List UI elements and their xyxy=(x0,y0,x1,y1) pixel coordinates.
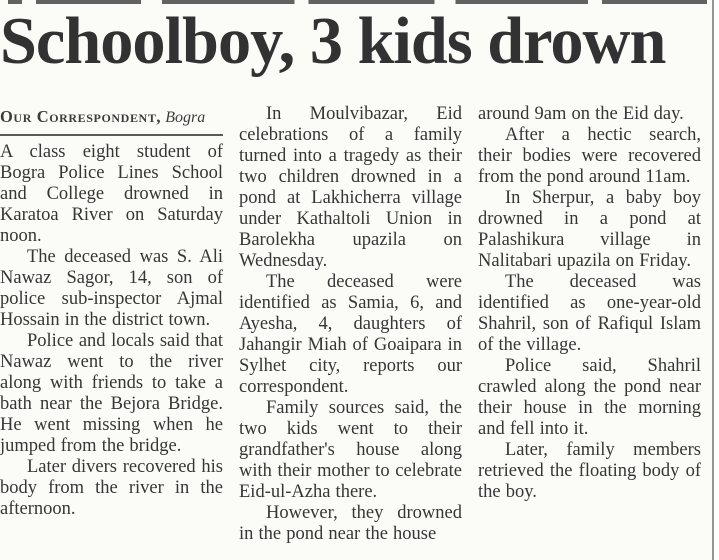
article-paragraph: The deceased were identified as Samia, 6, and Ayesha, 4, daughters of Jahangir Miah of Goaipara in Sylhet city, reports our correspondent. xyxy=(239,272,462,397)
article-paragraph: In Moulvibazar, Eid celebrations of a family turned into a tragedy as their two children drowned in a pond at Lakhicherra village under Kathaltoli Union in Barolekha upazila on Wednesday. xyxy=(239,104,462,271)
article-paragraph: A class eight student of Bogra Police Lines School and College drowned in Karatoa River on Saturday noon. xyxy=(0,142,223,246)
byline xyxy=(0,104,223,127)
byline-author: Our Correspondent, xyxy=(0,107,162,126)
headline: Schoolboy, 3 kids drown xyxy=(0,4,666,78)
clipping-outer-margin xyxy=(714,0,719,560)
article-paragraph: After a hectic search, their bodies were recovered from the pond around 11am. xyxy=(478,125,701,187)
article-columns xyxy=(0,104,706,560)
article-paragraph: around 9am on the Eid day. xyxy=(478,104,684,124)
article-column-2 xyxy=(239,104,462,560)
article-paragraph: Police and locals said that Nawaz went to the river along with friends to take a bath near the Bejora Bridge. He went missing when he jumped from the bridge. xyxy=(0,331,223,456)
article-column-1 xyxy=(0,104,223,560)
article-paragraph: The deceased was S. Ali Nawaz Sagor, 14, son of police sub-inspector Ajmal Hossain in the district town. xyxy=(0,247,223,330)
article-paragraph: The deceased was identified as one-year-old Shahril, son of Rafiqul Islam of the village. xyxy=(478,272,701,355)
article-paragraph: In Sherpur, a baby boy drowned in a pond at Palashikura village in Nalitabari upazila on Friday. xyxy=(478,188,701,271)
article-paragraph: Police said, Shahril crawled along the pond near their house in the morning and fell into it. xyxy=(478,356,701,439)
byline-divider xyxy=(0,134,223,136)
article-paragraph: Later, family members retrieved the floating body of the boy. xyxy=(478,440,701,502)
article-column-3 xyxy=(478,104,701,560)
article-paragraph: Later divers recovered his body from the river in the afternoon. xyxy=(0,457,223,519)
article-paragraph: Family sources said, the two kids went to their grandfather's house along with their mother to celebrate Eid-ul-Azha there. xyxy=(239,398,462,502)
byline-location: Bogra xyxy=(165,109,206,126)
article-paragraph: However, they drowned in the pond near the house xyxy=(239,503,462,544)
